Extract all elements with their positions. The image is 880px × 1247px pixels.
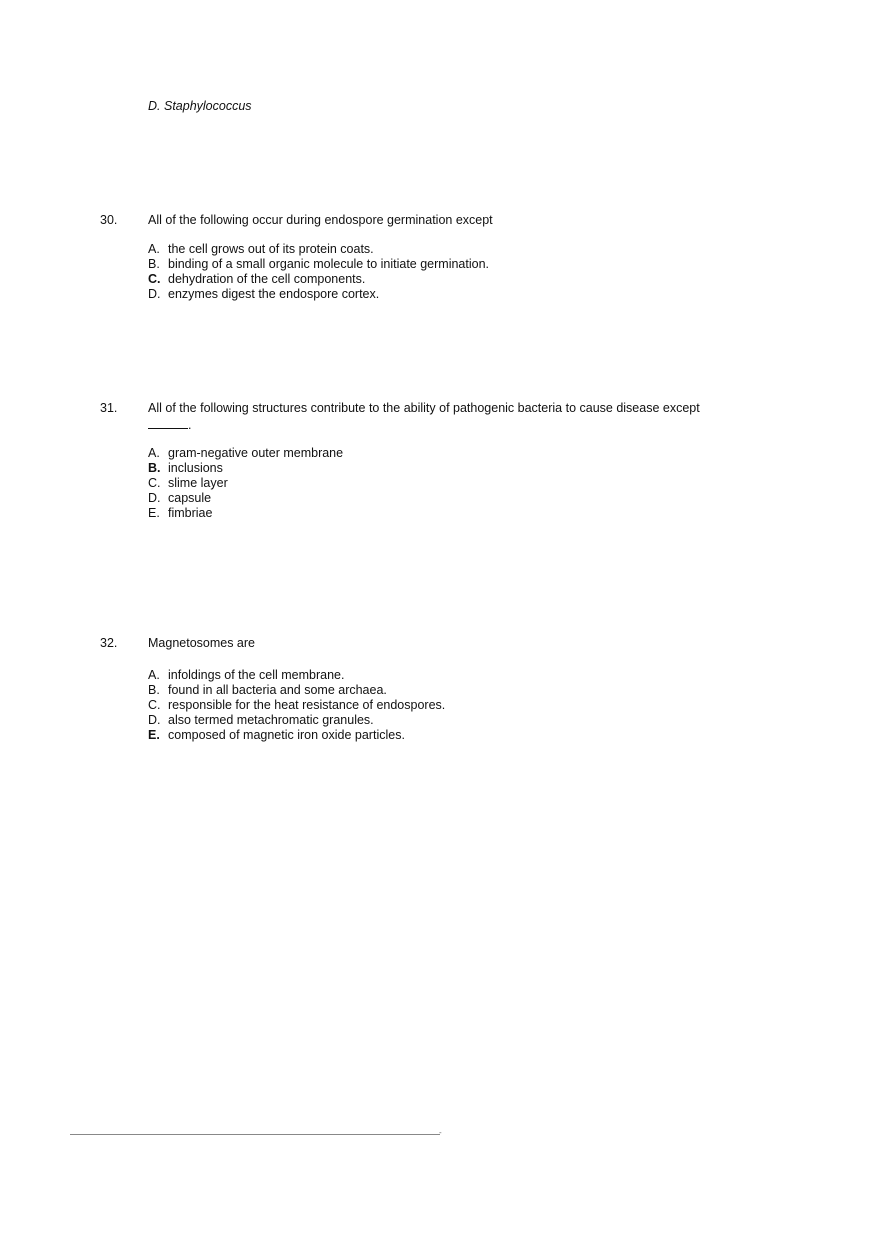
option-text: also termed metachromatic granules.	[168, 713, 374, 727]
option-d	[148, 713, 445, 728]
option-c	[148, 698, 445, 713]
option-text: composed of magnetic iron oxide particles.	[168, 728, 405, 742]
answer-options	[148, 242, 489, 302]
option-letter: A.	[148, 446, 160, 460]
option-letter: E.	[148, 728, 160, 742]
carryover-option	[148, 99, 252, 113]
option-a	[148, 668, 445, 683]
option-text: dehydration of the cell components.	[168, 272, 366, 286]
option-letter: A.	[148, 242, 160, 256]
option-letter: B.	[148, 461, 161, 475]
option-letter: D.	[148, 491, 161, 505]
option-e-correct	[148, 728, 445, 743]
option-c-correct	[148, 272, 489, 287]
question-number: 32.	[100, 636, 118, 650]
option-letter: C.	[148, 272, 161, 286]
question-number: 31.	[100, 401, 118, 415]
option-letter: D.	[148, 713, 161, 727]
option-text: binding of a small organic molecule to initiate germination.	[168, 257, 490, 271]
answer-options	[148, 446, 343, 521]
answer-blank	[148, 416, 188, 429]
option-text: gram-negative outer membrane	[168, 446, 344, 460]
option-letter: E.	[148, 506, 160, 520]
option-text: the cell grows out of its protein coats.	[168, 242, 374, 256]
footer-divider	[70, 1134, 440, 1135]
question-text: All of the following occur during endospore germination except	[148, 213, 493, 227]
option-d	[148, 287, 489, 302]
option-letter: A.	[148, 668, 160, 682]
carryover-text: Staphylococcus	[163, 99, 252, 113]
option-text: enzymes digest the endospore cortex.	[168, 287, 380, 301]
carryover-letter: D.	[148, 99, 161, 113]
option-text: slime layer	[168, 476, 228, 490]
option-b-correct	[148, 461, 343, 476]
option-letter: B.	[148, 683, 160, 697]
question-text-wrap	[148, 401, 748, 433]
option-c	[148, 476, 343, 491]
option-letter: B.	[148, 257, 160, 271]
option-text: inclusions	[168, 461, 223, 475]
option-letter: C.	[148, 476, 161, 490]
question-text-end: .	[188, 418, 192, 432]
question-text: Magnetosomes are	[148, 636, 256, 650]
option-letter: C.	[148, 698, 161, 712]
question-text: All of the following structures contribute to the ability of pathogenic bacteria to cause disease except	[148, 401, 700, 415]
option-text: found in all bacteria and some archaea.	[168, 683, 387, 697]
option-text: responsible for the heat resistance of endospores.	[168, 698, 446, 712]
footer-mark: -	[439, 1128, 442, 1137]
option-letter: D.	[148, 287, 161, 301]
question-number: 30.	[100, 213, 118, 227]
option-e	[148, 506, 343, 521]
option-text: capsule	[168, 491, 212, 505]
option-b	[148, 257, 489, 272]
option-text: fimbriae	[168, 506, 213, 520]
option-a	[148, 446, 343, 461]
answer-options	[148, 668, 445, 743]
option-d	[148, 491, 343, 506]
option-b	[148, 683, 445, 698]
option-a	[148, 242, 489, 257]
option-text: infoldings of the cell membrane.	[168, 668, 345, 682]
